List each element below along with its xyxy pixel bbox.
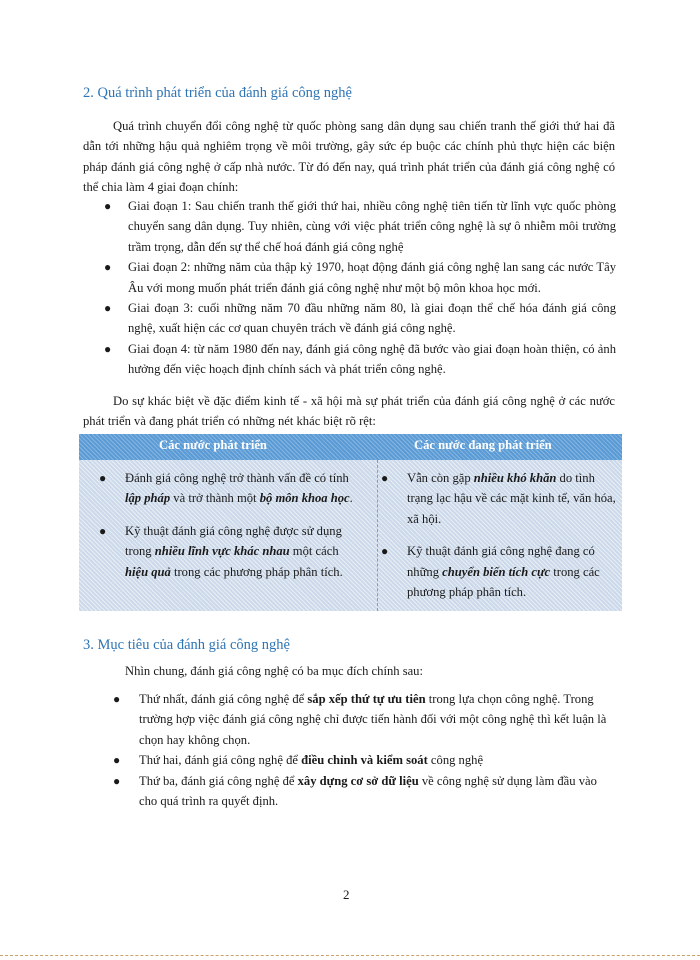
comparison-table — [79, 434, 622, 611]
column-header-developed: Các nước phát triển — [159, 438, 267, 452]
bullet-icon: ● — [104, 260, 112, 275]
section-2-heading: 2. Quá trình phát triển của đánh giá công nghệ — [83, 85, 352, 101]
table-cell-item: ● Kỹ thuật đánh giá công nghệ được sử dụng trong nhiều lĩnh vực khác nhau một cách hiệu quả trong các phương pháp phân tích. — [99, 521, 361, 582]
table-cell-item: ● Vẫn còn gặp nhiều khó khăn do tình trạng lạc hậu về các mặt kinh tế, văn hóa, xã hội. — [381, 468, 619, 529]
list-item: ● Thứ nhất, đánh giá công nghệ để sắp xếp thứ tự ưu tiên trong lựa chọn công nghệ. Trong trường hợp việc đánh giá công nghệ chỉ được tiến hành đối với một công nghệ thì kết luận là chọn hay không chọn. — [113, 689, 613, 750]
list-item: ● Giai đoạn 2: những năm của thập kỷ 1970, hoạt động đánh giá công nghệ lan sang các nước Tây Âu với mong muốn phát triển đánh giá công nghệ như một bộ môn khoa học mới. — [104, 257, 616, 298]
footer-divider — [0, 955, 700, 956]
bullet-icon: ● — [381, 471, 389, 485]
section-3-intro: Nhìn chung, đánh giá công nghệ có ba mục đích chính sau: — [125, 664, 423, 678]
developed-list — [99, 468, 361, 594]
bullet-icon: ● — [104, 341, 112, 356]
bullet-icon: ● — [104, 301, 112, 316]
transition-paragraph: Do sự khác biệt về đặc điểm kinh tế - xã hội mà sự phát triển của đánh giá công nghệ ở các nước phát triển và đang phát triển có những nét khác biệt rõ rệt: — [83, 394, 615, 429]
bullet-icon: ● — [113, 692, 121, 706]
bullet-icon: ● — [99, 523, 107, 538]
developing-list — [381, 468, 619, 614]
section-2-intro: Quá trình chuyển đổi công nghệ từ quốc phòng sang dân dụng sau chiến tranh thế giới thứ hai đã dẫn tới những hậu quả nghiêm trọng về môi trường, gây sức ép buộc các chính phủ thực hiện các biện pháp đánh giá công nghệ ở cấp nhà nước. Từ đó đến nay, quá trình phát triển của đánh giá công nghệ có thể chia làm 4 giai đoạn chính: — [83, 119, 615, 195]
section-3-heading: 3. Mục tiêu của đánh giá công nghệ — [83, 637, 290, 653]
list-item: ● Giai đoạn 4: từ năm 1980 đến nay, đánh giá công nghệ đã bước vào giai đoạn hoàn thiện, có ảnh hưởng đến việc hoạch định chính sách và phát triển công nghệ. — [104, 339, 616, 380]
bullet-icon: ● — [99, 471, 107, 485]
list-item: ● Giai đoạn 1: Sau chiến tranh thế giới thứ hai, nhiều công nghệ tiên tiến từ lĩnh vực quốc phòng chuyển sang dân dụng. Tuy nhiên, cùng với việc phát triển công nghệ là sự ô nhiễm môi trường trầm trọng, dẫn đến sự thể chế hoá đánh giá công nghệ — [104, 196, 616, 257]
table-cell-item: ● Kỹ thuật đánh giá công nghệ đang có những chuyển biến tích cực trong các phương pháp phân tích. — [381, 541, 619, 602]
bullet-icon: ● — [113, 773, 121, 788]
column-divider — [377, 460, 379, 611]
goals-list — [113, 689, 613, 811]
bullet-icon: ● — [381, 544, 389, 559]
page-number: 2 — [343, 887, 350, 902]
list-item: ● Thứ ba, đánh giá công nghệ để xây dựng cơ sở dữ liệu về công nghệ sử dụng làm đầu vào cho quá trình ra quyết định. — [113, 771, 613, 812]
stages-list — [104, 196, 616, 380]
list-item: ● Giai đoạn 3: cuối những năm 70 đầu những năm 80, là giai đoạn thể chế hóa đánh giá công nghệ, xuất hiện các cơ quan chuyên trách về đánh giá công nghệ. — [104, 298, 616, 339]
column-header-developing: Các nước đang phát triển — [414, 438, 552, 452]
table-header — [79, 434, 622, 460]
bullet-icon: ● — [104, 199, 112, 213]
table-cell-item: ● Đánh giá công nghệ trở thành vấn đề có tính lập pháp và trở thành một bộ môn khoa học. — [99, 468, 361, 509]
bullet-icon: ● — [113, 753, 121, 768]
list-item: ● Thứ hai, đánh giá công nghệ để điều chỉnh và kiểm soát công nghệ — [113, 750, 613, 770]
